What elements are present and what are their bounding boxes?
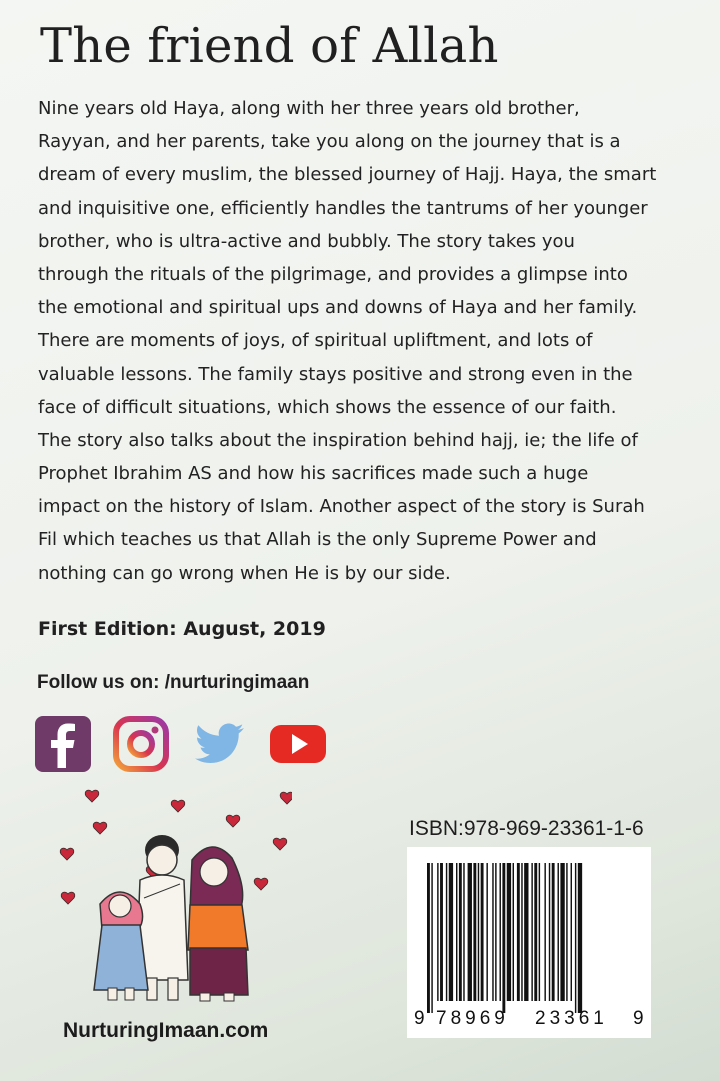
- barcode-bar: [571, 863, 572, 1001]
- barcode-bar: [437, 863, 438, 1001]
- barcode-bar: [478, 863, 479, 1001]
- blurb-line: nothing can go wrong when He is by our side.: [38, 562, 451, 584]
- blurb-line: brother, who is ultra-active and bubbly. The story takes you: [38, 230, 575, 252]
- barcode-bar: [500, 863, 501, 1001]
- book-blurb: [38, 92, 688, 590]
- barcode-bar: [558, 863, 559, 1001]
- edition-info: First Edition: August, 2019: [38, 618, 326, 640]
- blurb-line: Fil which teaches us that Allah is the only Supreme Power and: [38, 529, 597, 551]
- barcode-digit-trail: 9: [633, 1008, 644, 1029]
- follow-us-text: Follow us on: /nurturingimaan: [37, 672, 310, 693]
- barcode-bar: [468, 863, 472, 1001]
- blurb-line: The story also talks about the inspiration behind hajj, ie; the life of: [38, 429, 638, 451]
- book-title: The friend of Allah: [40, 18, 499, 74]
- barcode-bar: [534, 863, 537, 1001]
- barcode-bar: [456, 863, 457, 1001]
- barcode-bar: [463, 863, 464, 1001]
- barcode-bar: [524, 863, 528, 1001]
- barcode-bar: [507, 863, 511, 1001]
- mother-figure: [188, 847, 248, 1001]
- barcode-digit-lead: 9: [414, 1008, 425, 1029]
- barcode-digits-left: 78969: [436, 1008, 509, 1029]
- barcode-bar: [495, 863, 496, 1001]
- blurb-line: valuable lessons. The family stays positive and strong even in the: [38, 363, 633, 385]
- barcode-bar: [446, 863, 447, 1001]
- girl-figure: [94, 892, 148, 1000]
- facebook-icon: [35, 716, 91, 772]
- barcode-bar: [481, 863, 484, 1001]
- barcode-bar: [549, 863, 550, 1001]
- barcode-bar: [459, 863, 462, 1001]
- barcode-bar: [431, 863, 432, 1013]
- blurb-line: Rayyan, and her parents, take you along on the journey that is a: [38, 131, 621, 153]
- blurb-line: Prophet Ibrahim AS and how his sacrifices made such a huge: [38, 463, 589, 485]
- family-illustration: [52, 780, 292, 1015]
- barcode-bar: [539, 863, 540, 1001]
- barcode-bar: [513, 863, 514, 1001]
- barcode-bar: [521, 863, 522, 1001]
- barcode-bar: [560, 863, 564, 1001]
- blurb-line: through the rituals of the pilgrimage, and provides a glimpse into: [38, 263, 628, 285]
- barcode-bar: [578, 863, 582, 1013]
- isbn-text: ISBN:978-969-23361-1-6: [409, 817, 644, 840]
- barcode-bar: [440, 863, 443, 1001]
- blurb-line: There are moments of joys, of spiritual upliftment, and lots of: [38, 330, 593, 352]
- barcode: [407, 847, 651, 1038]
- blurb-line: and inquisitive one, efficiently handles the tantrums of her younger: [38, 197, 648, 219]
- twitter-icon: [192, 716, 248, 772]
- barcode-bar: [502, 863, 505, 1013]
- youtube-icon: [268, 716, 328, 772]
- barcode-bar: [531, 863, 532, 1001]
- barcode-bar: [492, 863, 493, 1001]
- barcode-bar: [517, 863, 520, 1001]
- barcode-bar: [473, 863, 476, 1001]
- instagram-icon: [113, 716, 169, 772]
- barcode-bar: [544, 863, 545, 1001]
- website-url: NurturingImaan.com: [63, 1019, 269, 1042]
- barcode-bar: [427, 863, 430, 1013]
- blurb-line: Nine years old Haya, along with her three years old brother,: [38, 98, 580, 119]
- barcode-bar: [552, 863, 555, 1001]
- barcode-bar: [486, 863, 487, 1001]
- barcode-bar: [449, 863, 453, 1001]
- blurb-line: dream of every muslim, the blessed journey of Hajj. Haya, the smart: [38, 164, 657, 186]
- barcode-bar: [575, 863, 576, 1013]
- barcode-bar: [566, 863, 567, 1001]
- blurb-line: impact on the history of Islam. Another aspect of the story is Surah: [38, 496, 645, 518]
- blurb-line: the emotional and spiritual ups and downs of Haya and her family.: [38, 297, 638, 319]
- barcode-digits-right: 23361: [535, 1008, 608, 1029]
- blurb-line: face of difficult situations, which shows the essence of our faith.: [38, 396, 617, 418]
